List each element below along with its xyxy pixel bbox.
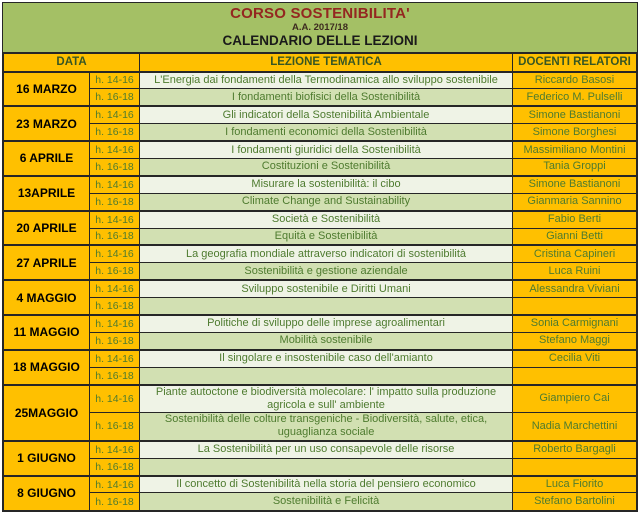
time-cell: h. 16-18 <box>90 193 140 210</box>
docente-cell: Gianni Betti <box>513 228 637 245</box>
docente-cell: Simone Borghesi <box>513 124 637 141</box>
time-cell: h. 16-18 <box>90 493 140 511</box>
docente-cell: Alessandra Viviani <box>513 280 637 297</box>
lesson-cell: Sostenibilità delle colture transgeniche - Biodiversità, salute, etica, uguaglianza sociale <box>140 413 513 441</box>
lesson-cell <box>140 367 513 384</box>
table-row <box>4 385 637 413</box>
docente-cell: Riccardo Basosi <box>513 72 637 89</box>
docente-cell <box>513 458 637 475</box>
time-cell: h. 16-18 <box>90 298 140 315</box>
docente-cell: Simone Bastianoni <box>513 106 637 123</box>
lesson-cell: Sviluppo sostenibile e Diritti Umani <box>140 280 513 297</box>
table-row <box>4 228 637 245</box>
docente-cell: Luca Ruini <box>513 263 637 280</box>
table-row <box>4 193 637 210</box>
table-row <box>4 332 637 349</box>
lesson-cell: Gli indicatori della Sostenibilità Ambientale <box>140 106 513 123</box>
table-row <box>4 493 637 511</box>
lesson-cell: Società e Sostenibilità <box>140 211 513 228</box>
docente-cell: Tania Groppi <box>513 158 637 175</box>
table-row <box>4 211 637 228</box>
date-cell: 6 APRILE <box>4 141 90 176</box>
lesson-cell: Il concetto di Sostenibilità nella storia del pensiero economico <box>140 476 513 493</box>
lesson-cell: Piante autoctone e biodiversità molecolare: l' impatto sulla produzione agricola e sull' ambiente <box>140 385 513 413</box>
table-row <box>4 280 637 297</box>
docente-cell: Fabio Berti <box>513 211 637 228</box>
docente-cell: Gianmaria Sannino <box>513 193 637 210</box>
lesson-cell: I fondamenti economici della Sostenibilità <box>140 124 513 141</box>
time-cell: h. 14-16 <box>90 441 140 458</box>
time-cell: h. 16-18 <box>90 158 140 175</box>
academic-year: A.A. 2017/18 <box>292 22 348 33</box>
column-header-docenti: DOCENTI RELATORI <box>513 54 637 72</box>
date-cell: 4 MAGGIO <box>4 280 90 315</box>
lesson-cell: La Sostenibilità per un uso consapevole delle risorse <box>140 441 513 458</box>
time-cell: h. 14-16 <box>90 280 140 297</box>
time-cell: h. 16-18 <box>90 263 140 280</box>
docente-cell: Federico M. Pulselli <box>513 89 637 106</box>
date-cell: 1 GIUGNO <box>4 441 90 476</box>
column-header-lezione: LEZIONE TEMATICA <box>140 54 513 72</box>
table-row <box>4 89 637 106</box>
lesson-cell: L'Energia dai fondamenti della Termodinamica allo sviluppo sostenibile <box>140 72 513 89</box>
time-cell: h. 16-18 <box>90 124 140 141</box>
time-cell: h. 14-16 <box>90 211 140 228</box>
lesson-cell <box>140 298 513 315</box>
table-row <box>4 298 637 315</box>
table-row <box>4 458 637 475</box>
time-cell: h. 14-16 <box>90 315 140 332</box>
calendar-subtitle: CALENDARIO DELLE LEZIONI <box>222 33 418 48</box>
lesson-cell: I fondamenti biofisici della Sostenibilità <box>140 89 513 106</box>
time-cell: h. 16-18 <box>90 332 140 349</box>
time-cell: h. 16-18 <box>90 367 140 384</box>
table-header-row <box>4 54 637 72</box>
docente-cell: Luca Fiorito <box>513 476 637 493</box>
date-cell: 11 MAGGIO <box>4 315 90 350</box>
lesson-cell: Equità e Sostenibilità <box>140 228 513 245</box>
lesson-cell: Misurare la sostenibilità: il cibo <box>140 176 513 193</box>
date-cell: 25MAGGIO <box>4 385 90 441</box>
schedule-body <box>4 72 637 511</box>
lesson-cell <box>140 458 513 475</box>
table-row <box>4 263 637 280</box>
docente-cell <box>513 298 637 315</box>
date-cell: 13APRILE <box>4 176 90 211</box>
docente-cell: Nadia Marchettini <box>513 413 637 441</box>
lesson-cell: Mobilità sostenibile <box>140 332 513 349</box>
calendar-table-container <box>2 2 638 512</box>
date-cell: 23 MARZO <box>4 106 90 141</box>
table-row <box>4 124 637 141</box>
time-cell: h. 14-16 <box>90 141 140 158</box>
table-row <box>4 441 637 458</box>
docente-cell: Cristina Capineri <box>513 245 637 262</box>
date-cell: 20 APRILE <box>4 211 90 246</box>
docente-cell: Sonia Carmignani <box>513 315 637 332</box>
docente-cell: Stefano Bartolini <box>513 493 637 511</box>
lesson-cell: Sostenibilità e gestione aziendale <box>140 263 513 280</box>
docente-cell <box>513 367 637 384</box>
docente-cell: Massimiliano Montini <box>513 141 637 158</box>
time-cell: h. 14-16 <box>90 385 140 413</box>
table-row <box>4 315 637 332</box>
lesson-cell: Sostenibilità e Felicità <box>140 493 513 511</box>
table-row <box>4 367 637 384</box>
time-cell: h. 14-16 <box>90 176 140 193</box>
table-row <box>4 158 637 175</box>
lesson-cell: Climate Change and Sustainability <box>140 193 513 210</box>
lessons-table <box>3 53 637 511</box>
table-row <box>4 413 637 441</box>
table-row <box>4 476 637 493</box>
document-header <box>3 3 637 53</box>
lesson-cell: Politiche di sviluppo delle imprese agroalimentari <box>140 315 513 332</box>
table-row <box>4 106 637 123</box>
table-row <box>4 176 637 193</box>
time-cell: h. 14-16 <box>90 350 140 367</box>
date-cell: 8 GIUGNO <box>4 476 90 511</box>
time-cell: h. 14-16 <box>90 476 140 493</box>
docente-cell: Roberto Bargagli <box>513 441 637 458</box>
lesson-cell: La geografia mondiale attraverso indicatori di sostenibilità <box>140 245 513 262</box>
docente-cell: Stefano Maggi <box>513 332 637 349</box>
time-cell: h. 16-18 <box>90 228 140 245</box>
time-cell: h. 16-18 <box>90 413 140 441</box>
course-title: CORSO SOSTENIBILITA' <box>230 5 410 22</box>
date-cell: 16 MARZO <box>4 72 90 107</box>
time-cell: h. 16-18 <box>90 458 140 475</box>
lesson-cell: Il singolare e insostenibile caso dell'amianto <box>140 350 513 367</box>
table-row <box>4 72 637 89</box>
docente-cell: Cecilia Viti <box>513 350 637 367</box>
table-row <box>4 245 637 262</box>
table-row <box>4 350 637 367</box>
date-cell: 27 APRILE <box>4 245 90 280</box>
time-cell: h. 14-16 <box>90 72 140 89</box>
docente-cell: Simone Bastianoni <box>513 176 637 193</box>
time-cell: h. 14-16 <box>90 245 140 262</box>
column-header-data: DATA <box>4 54 140 72</box>
date-cell: 18 MAGGIO <box>4 350 90 385</box>
table-row <box>4 141 637 158</box>
time-cell: h. 14-16 <box>90 106 140 123</box>
docente-cell: Giampiero Cai <box>513 385 637 413</box>
lesson-cell: Costituzioni e Sostenibilità <box>140 158 513 175</box>
time-cell: h. 16-18 <box>90 89 140 106</box>
lesson-cell: I fondamenti giuridici della Sostenibilità <box>140 141 513 158</box>
